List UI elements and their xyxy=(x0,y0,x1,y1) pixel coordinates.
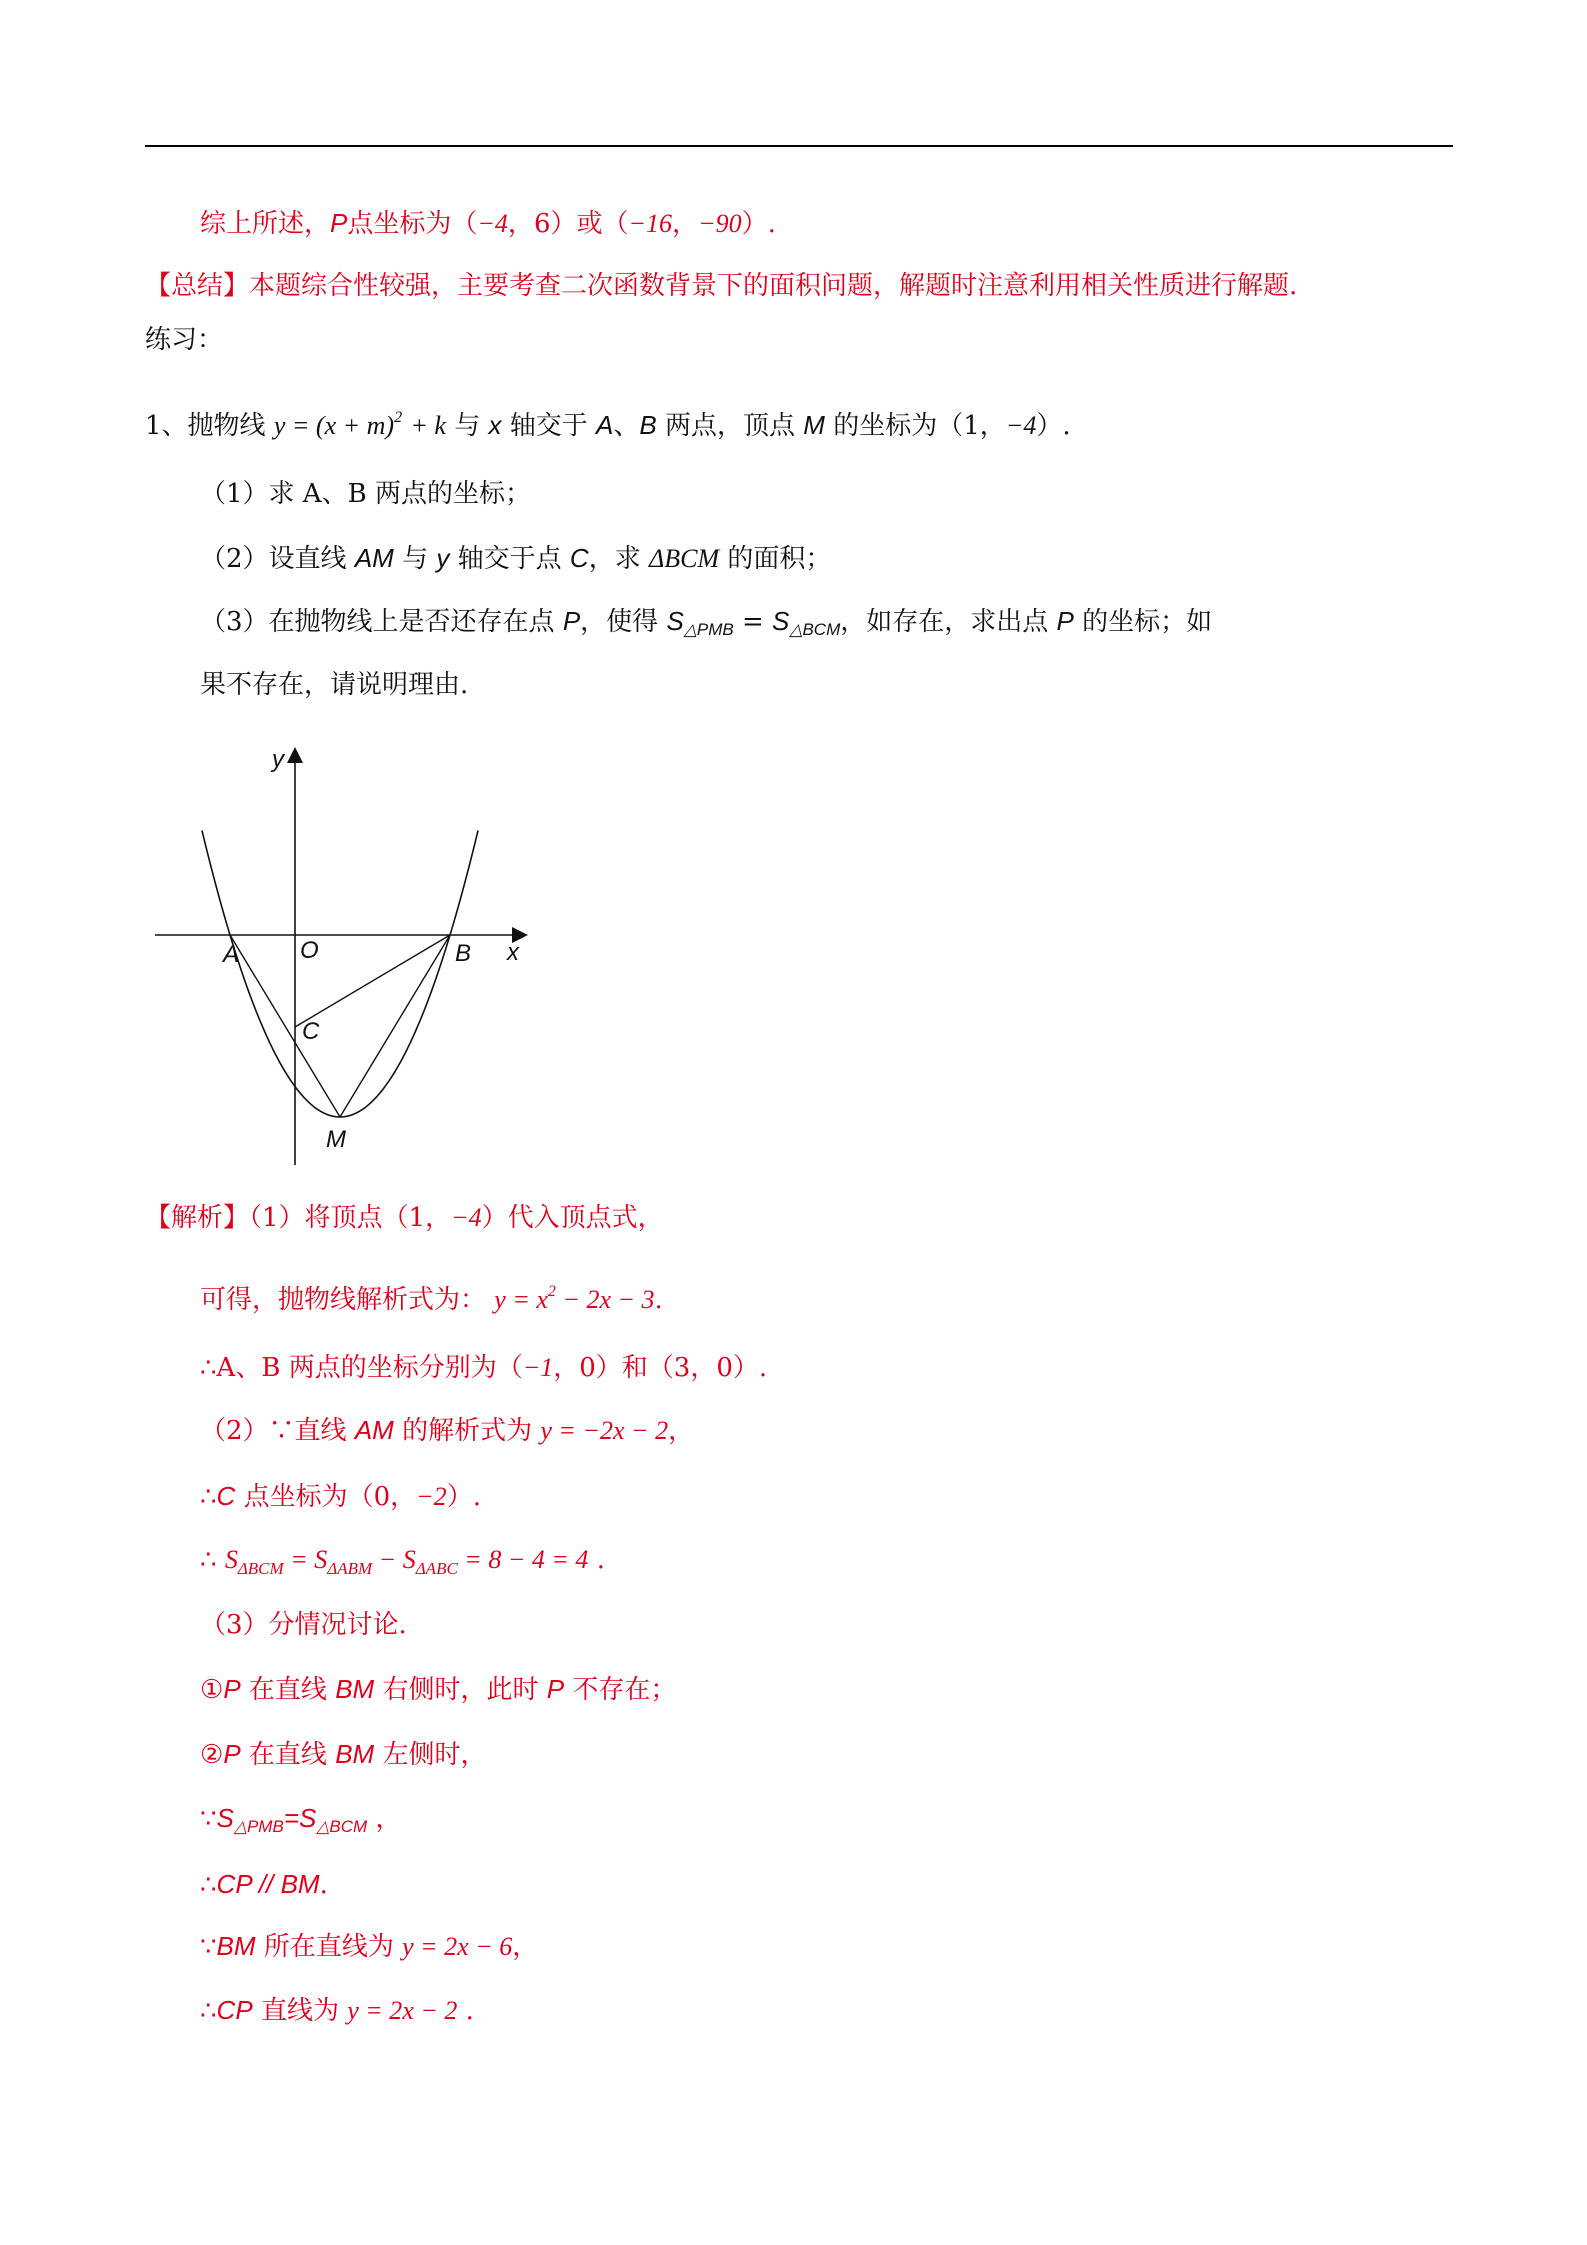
text: ，0）和（3，0）. xyxy=(553,1353,768,1383)
conclusion-text: 本题综合性较强，主要考查二次函数背景下的面积问题，解题时注意利用相关性质进行解题. xyxy=(249,271,1298,301)
value: −1 xyxy=(522,1353,554,1382)
var: BM xyxy=(335,1739,375,1769)
text: 轴交于 xyxy=(509,411,588,441)
text: 左侧时， xyxy=(382,1740,487,1770)
text: 的解析式为 xyxy=(402,1416,533,1446)
var: S xyxy=(666,606,684,636)
text: 、 xyxy=(613,411,640,441)
text: 不存在； xyxy=(572,1675,677,1705)
text: （2）设直线 xyxy=(200,544,347,574)
segment-bm xyxy=(340,935,450,1117)
solution-step-13 xyxy=(200,1992,474,2029)
summary-or: ）或（ xyxy=(550,209,629,239)
var: AM xyxy=(354,1415,394,1445)
question-2 xyxy=(200,540,831,577)
value: −4 xyxy=(477,209,508,238)
var: S xyxy=(216,1803,234,1833)
text: 的坐标；如 xyxy=(1082,607,1213,637)
summary-end: ）. xyxy=(741,209,776,239)
text: ∵ xyxy=(200,1932,217,1962)
text: ）. xyxy=(446,1482,481,1512)
var: P xyxy=(1056,606,1074,636)
equation: + k xyxy=(410,411,446,440)
text: ）. xyxy=(1036,411,1071,441)
exponent: 2 xyxy=(394,409,403,426)
practice-label: 练习： xyxy=(145,325,224,355)
var: S xyxy=(299,1803,317,1833)
text: ，使得 xyxy=(580,607,659,637)
text: 与 xyxy=(454,411,481,441)
summary-mid: 点坐标为（ xyxy=(347,209,478,239)
triangle: ΔBCM xyxy=(648,544,720,573)
solution-step-5 xyxy=(200,1478,481,1515)
solution-step-7: （3）分情况讨论. xyxy=(200,1610,407,1640)
equation: y = 2x − 6 xyxy=(402,1932,513,1961)
text: 可得，抛物线解析式为： xyxy=(200,1285,487,1315)
subscript: △PMB xyxy=(683,620,734,639)
value: −90 xyxy=(698,209,742,238)
parabola-curve xyxy=(202,831,478,1117)
text: ， xyxy=(668,1416,695,1446)
var: C xyxy=(216,1481,236,1511)
text: 两点，顶点 xyxy=(665,411,796,441)
text: . xyxy=(319,1870,328,1900)
sep: ， xyxy=(507,209,534,239)
exponent: 2 xyxy=(547,1283,556,1300)
value: −16 xyxy=(628,209,673,238)
solution-step-2 xyxy=(200,1274,663,1318)
question-3-cont: 果不存在，请说明理由. xyxy=(200,670,469,700)
equation: = 8 − 4 = 4 xyxy=(457,1545,589,1574)
subscript: △BCM xyxy=(316,1817,368,1836)
equation: − 2x − 3 xyxy=(555,1285,655,1314)
var: CP xyxy=(216,1995,253,2025)
var: BM xyxy=(216,1931,256,1961)
sep: ， xyxy=(672,209,699,239)
segment-am xyxy=(230,935,340,1117)
equation: − S xyxy=(372,1545,416,1574)
text: 右侧时，此时 xyxy=(382,1675,539,1705)
text: . xyxy=(654,1285,663,1315)
text: 抛物线 xyxy=(187,411,266,441)
text: 直线为 xyxy=(260,1996,339,2026)
text: ∴ xyxy=(200,1870,217,1900)
var: P xyxy=(223,1674,241,1704)
var: x xyxy=(488,410,502,440)
parabola-figure xyxy=(150,745,530,1179)
equation: y = 2x − 2 xyxy=(347,1996,458,2025)
value: −2 xyxy=(416,1482,447,1511)
text: ）代入顶点式， xyxy=(481,1203,664,1233)
var: B xyxy=(639,410,657,440)
text: ② xyxy=(200,1740,224,1770)
text: ， xyxy=(512,1932,539,1962)
label-y: y xyxy=(272,746,284,773)
var: A xyxy=(596,410,614,440)
text: 的面积； xyxy=(727,544,832,574)
solution-step-3 xyxy=(200,1350,767,1386)
text: ， xyxy=(367,1804,402,1834)
label-x: x xyxy=(507,939,519,966)
text: ∴ xyxy=(200,1996,217,2026)
var: AM xyxy=(354,543,394,573)
subscript: ΔABM xyxy=(327,1559,373,1578)
text: ，求 xyxy=(588,544,641,574)
text: ∴ xyxy=(200,1545,225,1575)
conclusion-tag: 【总结】 xyxy=(145,271,250,301)
problem-number: 1、 xyxy=(145,411,188,441)
summary-line xyxy=(200,205,776,242)
equation: = S xyxy=(283,1545,328,1574)
var: S xyxy=(772,606,790,636)
solution-step-9 xyxy=(200,1736,486,1773)
value: −4 xyxy=(1005,411,1037,440)
value: −4 xyxy=(451,1203,482,1232)
text: = xyxy=(283,1803,299,1833)
var: y xyxy=(436,543,450,573)
equation: y = x xyxy=(494,1285,548,1314)
text: ① xyxy=(200,1675,224,1705)
parabola-diagram xyxy=(150,745,530,1175)
label-a: A xyxy=(223,941,240,968)
text: （2）∵直线 xyxy=(200,1416,347,1446)
solution-step-11 xyxy=(200,1866,328,1903)
text: 的坐标为（1， xyxy=(833,411,1006,441)
label-o: O xyxy=(300,937,319,964)
text: ∴ xyxy=(200,1482,217,1512)
var: M xyxy=(803,410,825,440)
var: BM xyxy=(335,1674,375,1704)
solution-step-1 xyxy=(145,1200,664,1236)
problem-statement xyxy=(145,400,1071,444)
text: 在直线 xyxy=(248,1675,327,1705)
var: P xyxy=(223,1739,241,1769)
equation: y = (x + m) xyxy=(273,411,395,440)
label-c: C xyxy=(302,1018,320,1045)
text: 轴交于点 xyxy=(457,544,562,574)
subscript: ΔABC xyxy=(415,1559,458,1578)
text: （1）将顶点（1， xyxy=(249,1203,452,1233)
text: . xyxy=(588,1545,605,1575)
text: 所在直线为 xyxy=(263,1932,394,1962)
var: P xyxy=(562,606,581,636)
label-b: B xyxy=(455,940,472,967)
solution-step-4 xyxy=(200,1412,694,1449)
text: 点坐标为（0， xyxy=(243,1482,417,1512)
var: CP // BM xyxy=(216,1869,320,1899)
solution-step-6 xyxy=(200,1542,605,1587)
equation: S xyxy=(224,1545,238,1574)
subscript: ΔBCM xyxy=(237,1559,284,1578)
subscript: △BCM xyxy=(789,620,841,639)
value: 6 xyxy=(533,209,551,239)
text: ∵ xyxy=(200,1804,217,1834)
text: 在直线 xyxy=(248,1740,327,1770)
text: ∴A、B 两点的坐标分别为（ xyxy=(200,1353,523,1383)
text: . xyxy=(457,1996,474,2026)
text: 与 xyxy=(402,544,429,574)
conclusion-line xyxy=(145,268,1297,304)
question-3 xyxy=(200,603,1212,648)
point-p: P xyxy=(330,208,348,238)
summary-prefix: 综上所述， xyxy=(200,209,331,239)
equation: y = −2x − 2 xyxy=(540,1416,669,1445)
solution-tag: 【解析】 xyxy=(145,1203,250,1233)
text: = xyxy=(733,607,773,637)
solution-step-12 xyxy=(200,1928,538,1965)
subscript: △PMB xyxy=(233,1817,284,1836)
var: C xyxy=(569,543,589,573)
text: （3）在抛物线上是否还存在点 xyxy=(200,607,555,637)
label-m: M xyxy=(326,1126,346,1153)
text: ，如存在，求出点 xyxy=(840,607,1049,637)
solution-step-8 xyxy=(200,1671,676,1708)
question-1: （1）求 A、B 两点的坐标； xyxy=(200,479,531,509)
solution-step-10 xyxy=(200,1800,401,1845)
header-rule xyxy=(145,145,1453,147)
var: P xyxy=(546,1674,565,1704)
